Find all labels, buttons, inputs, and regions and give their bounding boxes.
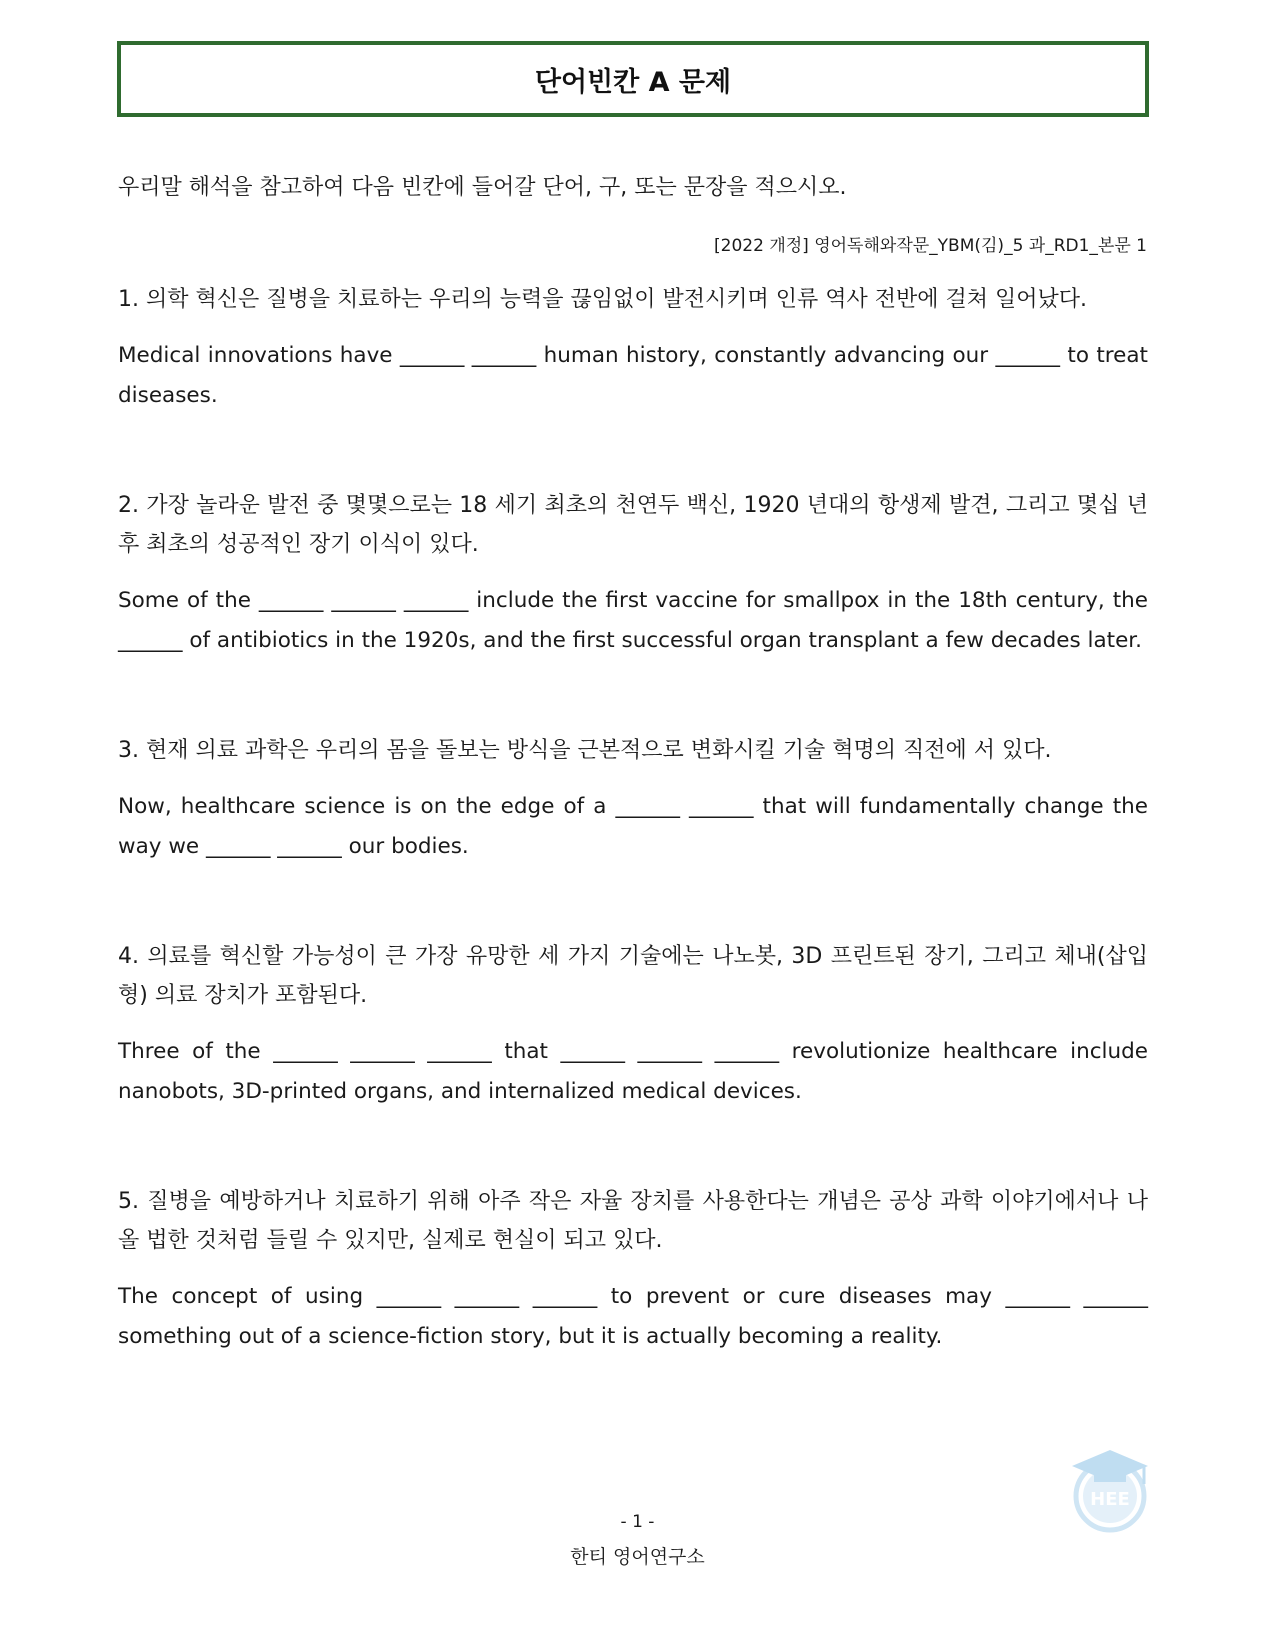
- question-korean: 2. 가장 놀라운 발전 중 몇몇으로는 18 세기 최초의 천연두 백신, 1920 년대의 항생제 발견, 그리고 몇십 년 후 최초의 성공적인 장기 이식이 있다.: [118, 493, 1148, 557]
- question-english: Now, healthcare science is on the edge of a ______ ______ that will fundamentally change the way we ______ ______ our bodies.: [118, 794, 1148, 859]
- page-number: - 1 -: [620, 1512, 655, 1532]
- question-english: Medical innovations have ______ ______ human history, constantly advancing our ______ to treat diseases.: [118, 343, 1148, 408]
- instruction-text: 우리말 해석을 참고하여 다음 빈칸에 들어갈 단어, 구, 또는 문장을 적으시오.: [118, 175, 847, 200]
- question-item: [118, 486, 1148, 661]
- question-item: [118, 731, 1148, 867]
- page-title: 단어빈칸 A 문제: [534, 66, 732, 98]
- question-english: Three of the ______ ______ ______ that ______ ______ ______ revolutionize healthcare include nanobots, 3D-printed organs, and internalized medical devices.: [118, 1039, 1148, 1104]
- question-korean: 3. 현재 의료 과학은 우리의 몸을 돌보는 방식을 근본적으로 변화시킬 기술 혁명의 직전에 서 있다.: [118, 738, 1052, 763]
- question-item: [118, 937, 1148, 1112]
- question-list: [118, 280, 1148, 1427]
- question-item: [118, 1182, 1148, 1357]
- question-english: Some of the ______ ______ ______ include the first vaccine for smallpox in the 18th century, the ______ of antibiotics in the 1920s, and the first successful organ transplant a few decades later.: [118, 588, 1148, 653]
- title-box: [117, 41, 1149, 117]
- logo-text: HEE: [1090, 1489, 1130, 1510]
- question-english: The concept of using ______ ______ ______ to prevent or cure diseases may ______ ______ something out of a science-fiction story, but it is actually becoming a reality.: [118, 1284, 1148, 1349]
- question-korean: 4. 의료를 혁신할 가능성이 큰 가장 유망한 세 가지 기술에는 나노봇, 3D 프린트된 장기, 그리고 체내(삽입형) 의료 장치가 포함된다.: [118, 944, 1148, 1008]
- footer-org: 한티 영어연구소: [570, 1546, 705, 1568]
- source-label: [2022 개정] 영어독해와작문_YBM(김)_5 과_RD1_본문 1: [714, 236, 1147, 256]
- question-korean: 5. 질병을 예방하거나 치료하기 위해 아주 작은 자율 장치를 사용한다는 개념은 공상 과학 이야기에서나 나올 법한 것처럼 들릴 수 있지만, 실제로 현실이 되고 있다.: [118, 1189, 1148, 1253]
- question-korean: 1. 의학 혁신은 질병을 치료하는 우리의 능력을 끊임없이 발전시키며 인류 역사 전반에 걸쳐 일어났다.: [118, 287, 1087, 312]
- question-item: [118, 280, 1148, 416]
